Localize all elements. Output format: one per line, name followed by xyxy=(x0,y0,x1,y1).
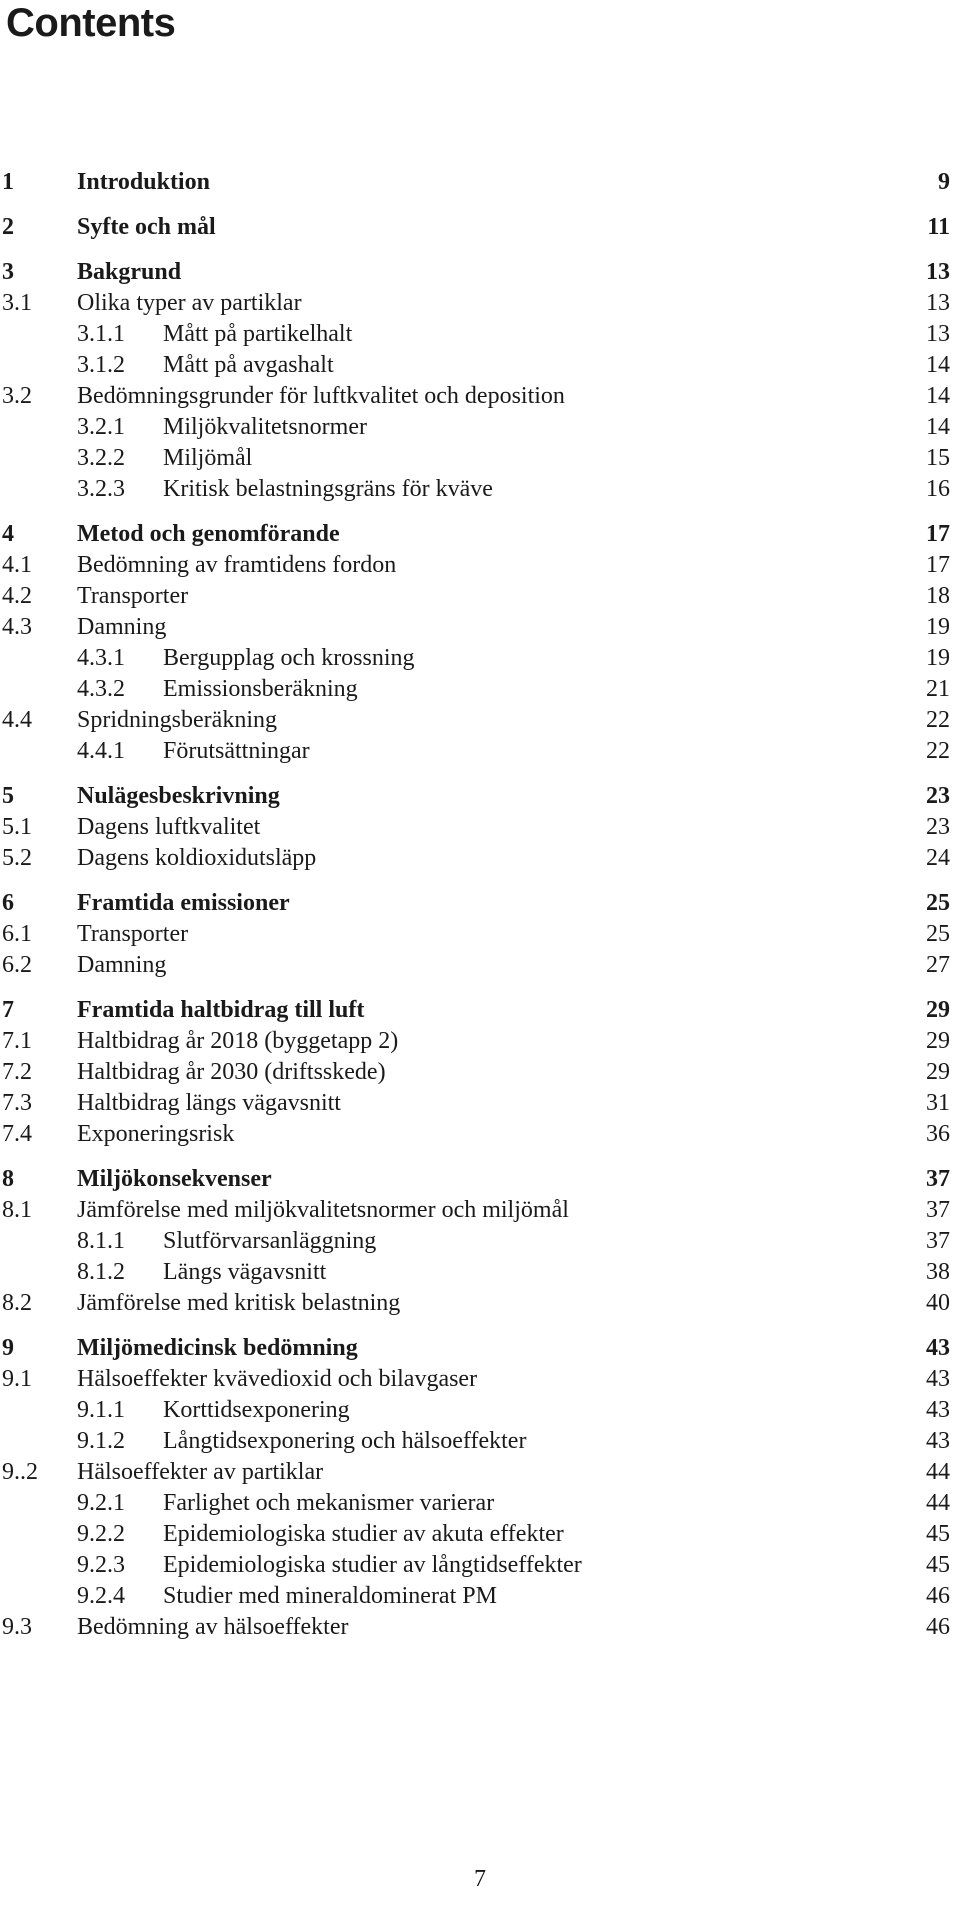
toc-entry-title: Metod och genomförande xyxy=(77,521,340,547)
toc-entry-number: 4.4.1 xyxy=(77,738,125,764)
toc-entry[interactable] xyxy=(0,256,960,288)
toc-entry-number: 7.2 xyxy=(2,1059,32,1085)
toc-entry-page: 44 xyxy=(926,1459,950,1485)
toc-entry-number: 7.4 xyxy=(2,1121,32,1147)
toc-entry-title: Bedömning av hälsoeffekter xyxy=(77,1614,349,1640)
toc-entry[interactable] xyxy=(0,1518,960,1550)
toc-entry[interactable] xyxy=(0,166,960,198)
toc-entry-number: 4.4 xyxy=(2,707,32,733)
toc-entry-title: Långtidsexponering och hälsoeffekter xyxy=(163,1428,527,1454)
toc-entry-title: Hälsoeffekter av partiklar xyxy=(77,1459,324,1485)
toc-entry-number: 8.1.1 xyxy=(77,1228,125,1254)
toc-entry-title: Miljökvalitetsnormer xyxy=(163,414,367,440)
toc-entry[interactable] xyxy=(0,1194,960,1226)
toc-entry-title: Studier med mineraldominerat PM xyxy=(163,1583,497,1609)
toc-entry-title: Bergupplag och krossning xyxy=(163,645,415,671)
toc-entry-title: Transporter xyxy=(77,921,189,947)
toc-entry-page: 25 xyxy=(926,921,950,947)
toc-entry-number: 3.2.1 xyxy=(77,414,125,440)
toc-entry-title: Spridningsberäkning xyxy=(77,707,277,733)
toc-entry-number: 1 xyxy=(2,169,14,195)
toc-entry-page: 13 xyxy=(926,290,950,316)
toc-entry[interactable] xyxy=(0,1363,960,1395)
toc-entry-title: Kritisk belastningsgräns för kväve xyxy=(163,476,493,502)
toc-entry[interactable] xyxy=(0,611,960,643)
toc-entry[interactable] xyxy=(0,1487,960,1519)
toc-entry-number: 3.1 xyxy=(2,290,32,316)
toc-entry-title: Dagens koldioxidutsläpp xyxy=(77,845,317,871)
toc-entry[interactable] xyxy=(0,580,960,612)
toc-entry-title: Epidemiologiska studier av långtidseffekter xyxy=(163,1552,582,1578)
toc-entry-number: 4.2 xyxy=(2,583,32,609)
toc-entry-page: 29 xyxy=(926,997,950,1023)
toc-entry-page: 22 xyxy=(926,707,950,733)
toc-entry-page: 46 xyxy=(926,1614,950,1640)
toc-entry-title: Jämförelse med kritisk belastning xyxy=(77,1290,401,1316)
toc-entry[interactable] xyxy=(0,780,960,812)
toc-entry[interactable] xyxy=(0,887,960,919)
toc-entry-page: 29 xyxy=(926,1028,950,1054)
toc-entry-page: 9 xyxy=(938,169,950,195)
toc-entry-number: 8.1 xyxy=(2,1197,32,1223)
toc-entry-number: 3.1.1 xyxy=(77,321,125,347)
toc-entry-number: 3.2 xyxy=(2,383,32,409)
toc-entry-page: 18 xyxy=(926,583,950,609)
toc-entry-page: 45 xyxy=(926,1552,950,1578)
toc-entry-title: Bakgrund xyxy=(77,259,182,285)
toc-entry-title: Hälsoeffekter kvävedioxid och bilavgaser xyxy=(77,1366,478,1392)
toc-entry[interactable] xyxy=(0,518,960,550)
toc-entry-title: Miljömål xyxy=(163,445,253,471)
toc-entry-title: Damning xyxy=(77,952,167,978)
toc-entry-number: 5.1 xyxy=(2,814,32,840)
toc-entry-number: 5 xyxy=(2,783,14,809)
toc-entry-number: 3.2.2 xyxy=(77,445,125,471)
toc-entry-page: 44 xyxy=(926,1490,950,1516)
toc-entry-page: 36 xyxy=(926,1121,950,1147)
toc-entry-number: 4.3.1 xyxy=(77,645,125,671)
toc-entry-page: 31 xyxy=(926,1090,950,1116)
toc-entry-page: 14 xyxy=(926,352,950,378)
toc-entry-page: 46 xyxy=(926,1583,950,1609)
toc-entry-page: 14 xyxy=(926,383,950,409)
toc-entry-number: 9.1.2 xyxy=(77,1428,125,1454)
toc-entry-page: 43 xyxy=(926,1335,950,1361)
toc-entry-number: 4.1 xyxy=(2,552,32,578)
toc-entry[interactable] xyxy=(0,1118,960,1150)
toc-entry-page: 45 xyxy=(926,1521,950,1547)
toc-entry[interactable] xyxy=(0,318,960,350)
page-number: 7 xyxy=(474,1866,486,1892)
toc-entry-page: 24 xyxy=(926,845,950,871)
toc-entry-title: Haltbidrag år 2030 (driftsskede) xyxy=(77,1059,386,1085)
toc-entry-page: 19 xyxy=(926,614,950,640)
toc-entry-number: 9 xyxy=(2,1335,14,1361)
toc-entry[interactable] xyxy=(0,642,960,674)
toc-entry-page: 17 xyxy=(926,552,950,578)
toc-entry-number: 6 xyxy=(2,890,14,916)
toc-entry-number: 9.2.3 xyxy=(77,1552,125,1578)
toc-entry[interactable] xyxy=(0,1549,960,1581)
toc-entry-title: Mått på partikelhalt xyxy=(163,321,353,347)
toc-entry-title: Nulägesbeskrivning xyxy=(77,783,280,809)
toc-entry[interactable] xyxy=(0,1332,960,1364)
toc-entry[interactable] xyxy=(0,211,960,243)
toc-entry-page: 13 xyxy=(926,259,950,285)
toc-entry-page: 19 xyxy=(926,645,950,671)
toc-entry-title: Olika typer av partiklar xyxy=(77,290,302,316)
toc-entry-title: Dagens luftkvalitet xyxy=(77,814,261,840)
toc-entry-title: Miljökonsekvenser xyxy=(77,1166,272,1192)
toc-entry-page: 37 xyxy=(926,1228,950,1254)
toc-entry-number: 6.1 xyxy=(2,921,32,947)
toc-entry-number: 4.3 xyxy=(2,614,32,640)
toc-entry-title: Farlighet och mekanismer varierar xyxy=(163,1490,495,1516)
toc-entry[interactable] xyxy=(0,1256,960,1288)
toc-entry-number: 7 xyxy=(2,997,14,1023)
toc-entry-page: 27 xyxy=(926,952,950,978)
toc-entry[interactable] xyxy=(0,380,960,412)
toc-entry-title: Haltbidrag år 2018 (byggetapp 2) xyxy=(77,1028,399,1054)
toc-entry-title: Haltbidrag längs vägavsnitt xyxy=(77,1090,341,1116)
toc-entry[interactable] xyxy=(0,1611,960,1643)
toc-entry-title: Mått på avgashalt xyxy=(163,352,334,378)
toc-entry-title: Syfte och mål xyxy=(77,214,216,240)
toc-entry[interactable] xyxy=(0,1580,960,1612)
toc-entry-title: Damning xyxy=(77,614,167,640)
toc-entry-title: Transporter xyxy=(77,583,189,609)
toc-entry-number: 4.3.2 xyxy=(77,676,125,702)
toc-entry-title: Epidemiologiska studier av akuta effekter xyxy=(163,1521,564,1547)
toc-entry-page: 23 xyxy=(926,814,950,840)
toc-entry-page: 23 xyxy=(926,783,950,809)
toc-entry-number: 9.2.4 xyxy=(77,1583,125,1609)
toc-entry[interactable] xyxy=(0,811,960,843)
toc-entry-page: 17 xyxy=(926,521,950,547)
toc-entry[interactable] xyxy=(0,349,960,381)
toc-entry-page: 21 xyxy=(926,676,950,702)
toc-entry-page: 16 xyxy=(926,476,950,502)
toc-entry-title: Framtida emissioner xyxy=(77,890,290,916)
toc-entry-number: 7.3 xyxy=(2,1090,32,1116)
toc-entry-page: 37 xyxy=(926,1197,950,1223)
toc-entry[interactable] xyxy=(0,1025,960,1057)
toc-entry-page: 14 xyxy=(926,414,950,440)
toc-entry-number: 9.1.1 xyxy=(77,1397,125,1423)
toc-entry-number: 9.1 xyxy=(2,1366,32,1392)
toc-entry-number: 3 xyxy=(2,259,14,285)
toc-entry-page: 25 xyxy=(926,890,950,916)
toc-entry-number: 4 xyxy=(2,521,14,547)
toc-entry-number: 8 xyxy=(2,1166,14,1192)
toc-entry-page: 37 xyxy=(926,1166,950,1192)
toc-entry[interactable] xyxy=(0,442,960,474)
toc-entry-title: Emissionsberäkning xyxy=(163,676,358,702)
toc-entry-number: 6.2 xyxy=(2,952,32,978)
toc-entry[interactable] xyxy=(0,1456,960,1488)
toc-entry-title: Längs vägavsnitt xyxy=(163,1259,327,1285)
toc-entry-number: 9.2.1 xyxy=(77,1490,125,1516)
toc-entry-page: 43 xyxy=(926,1366,950,1392)
toc-entry-title: Bedömningsgrunder för luftkvalitet och deposition xyxy=(77,383,565,409)
toc-entry-title: Bedömning av framtidens fordon xyxy=(77,552,397,578)
toc-entry[interactable] xyxy=(0,549,960,581)
toc-entry[interactable] xyxy=(0,918,960,950)
toc-entry[interactable] xyxy=(0,704,960,736)
toc-entry-number: 7.1 xyxy=(2,1028,32,1054)
toc-entry-page: 38 xyxy=(926,1259,950,1285)
toc-entry-number: 8.1.2 xyxy=(77,1259,125,1285)
toc-entry-title: Exponeringsrisk xyxy=(77,1121,235,1147)
toc-entry[interactable] xyxy=(0,473,960,505)
toc-entry-page: 15 xyxy=(926,445,950,471)
toc-entry[interactable] xyxy=(0,673,960,705)
toc-entry-page: 22 xyxy=(926,738,950,764)
toc-entry[interactable] xyxy=(0,1394,960,1426)
toc-entry-number: 3.1.2 xyxy=(77,352,125,378)
toc-entry-number: 3.2.3 xyxy=(77,476,125,502)
toc-entry-page: 43 xyxy=(926,1397,950,1423)
toc-entry-page: 13 xyxy=(926,321,950,347)
toc-entry[interactable] xyxy=(0,1425,960,1457)
toc-entry-number: 2 xyxy=(2,214,14,240)
toc-entry-number: 9.3 xyxy=(2,1614,32,1640)
toc-entry-number: 5.2 xyxy=(2,845,32,871)
toc-entry-page: 29 xyxy=(926,1059,950,1085)
toc-entry-page: 11 xyxy=(927,214,950,240)
toc-entry-title: Introduktion xyxy=(77,169,210,195)
toc-entry[interactable] xyxy=(0,1287,960,1319)
toc-entry-title: Miljömedicinsk bedömning xyxy=(77,1335,358,1361)
toc-entry[interactable] xyxy=(0,949,960,981)
toc-entry[interactable] xyxy=(0,842,960,874)
toc-entry[interactable] xyxy=(0,1056,960,1088)
toc-entry-number: 9..2 xyxy=(2,1459,38,1485)
page-title: Contents xyxy=(6,1,176,45)
toc-entry[interactable] xyxy=(0,735,960,767)
toc-entry-title: Framtida haltbidrag till luft xyxy=(77,997,365,1023)
toc-entry-number: 9.2.2 xyxy=(77,1521,125,1547)
toc-entry[interactable] xyxy=(0,1087,960,1119)
toc-entry-title: Förutsättningar xyxy=(163,738,310,764)
toc-entry[interactable] xyxy=(0,287,960,319)
toc-entry-title: Jämförelse med miljökvalitetsnormer och miljömål xyxy=(77,1197,569,1223)
toc-entry[interactable] xyxy=(0,1163,960,1195)
toc-entry[interactable] xyxy=(0,1225,960,1257)
toc-entry[interactable] xyxy=(0,994,960,1026)
toc-entry-title: Korttidsexponering xyxy=(163,1397,350,1423)
toc-entry-page: 43 xyxy=(926,1428,950,1454)
toc-entry[interactable] xyxy=(0,411,960,443)
toc-entry-title: Slutförvarsanläggning xyxy=(163,1228,377,1254)
toc-entry-page: 40 xyxy=(926,1290,950,1316)
toc-entry-number: 8.2 xyxy=(2,1290,32,1316)
